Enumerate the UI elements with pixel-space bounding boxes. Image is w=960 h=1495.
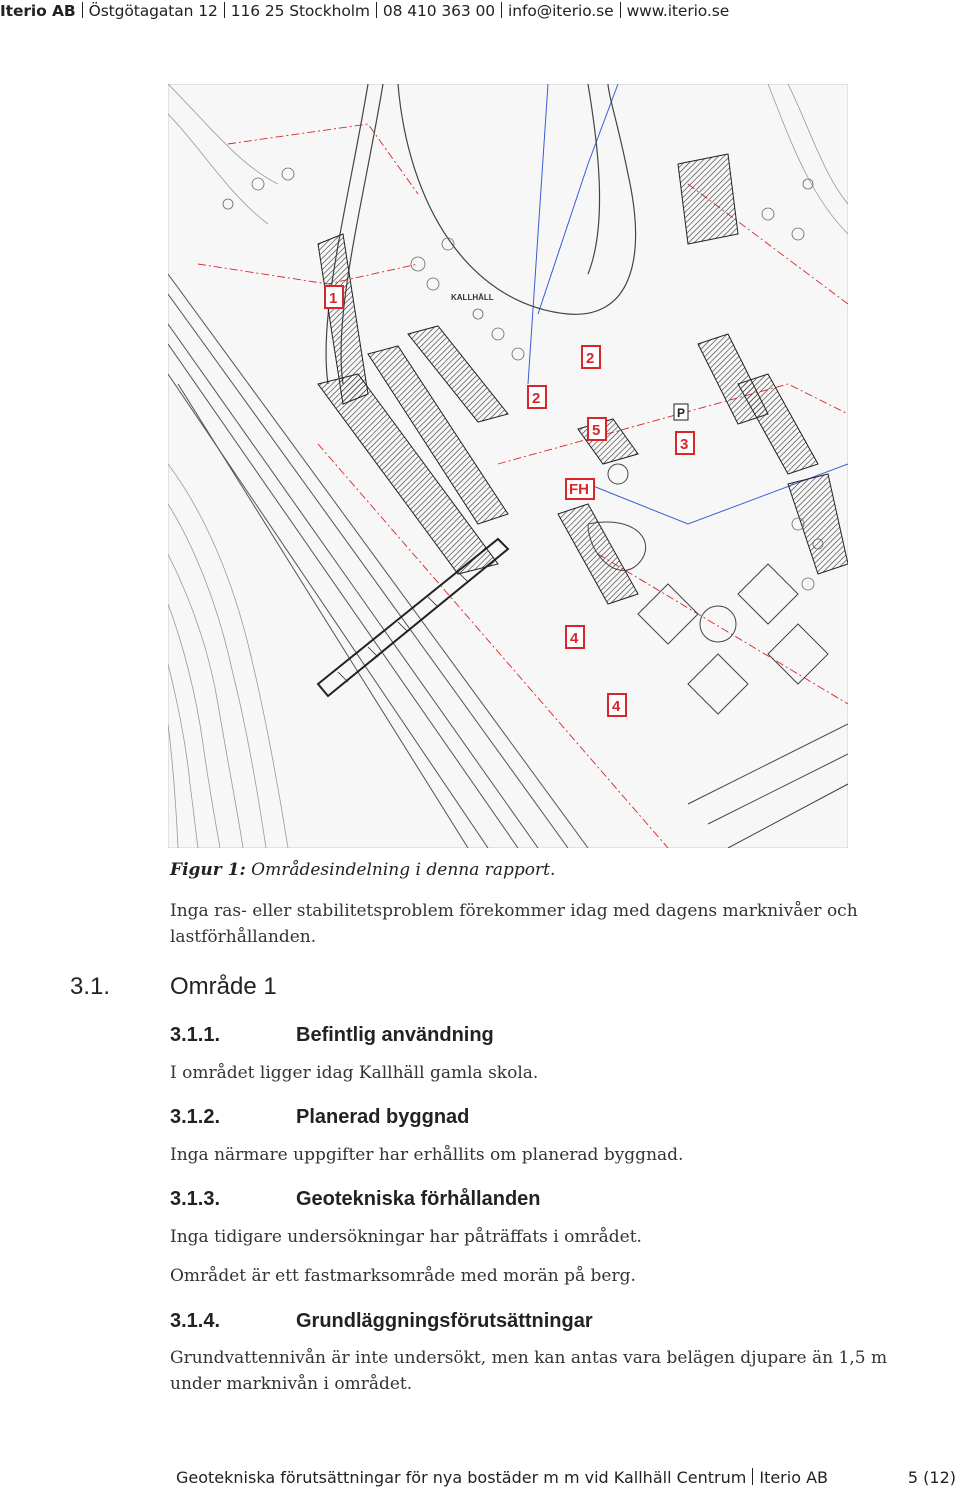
subsection-paragraph: Området är ett fastmarksområde med morän på berg. (170, 1266, 636, 1286)
area-label-fh (566, 479, 594, 499)
subsection-heading (170, 1188, 541, 1211)
svg-text:3: 3 (680, 436, 689, 453)
area-label-3 (676, 432, 694, 454)
map-place-label: KALLHÄLL (451, 293, 494, 302)
header-divider (501, 2, 502, 18)
header-divider (376, 2, 377, 18)
parking-sign (674, 404, 688, 420)
site-plan-map (168, 84, 848, 848)
header-company: Iterio AB (0, 2, 76, 20)
subsection-number: 3.1.1. (170, 1024, 221, 1046)
figure-caption-text: Områdesindelning i denna rapport. (251, 860, 556, 880)
site-plan-drawing (168, 84, 848, 848)
subsection-heading (170, 1024, 494, 1047)
header-web[interactable]: www.iterio.se (626, 2, 730, 20)
subsection-heading (170, 1106, 469, 1129)
subsection-title: Planerad byggnad (296, 1106, 470, 1128)
subsection-paragraph: Inga närmare uppgifter har erhållits om planerad byggnad. (170, 1145, 684, 1165)
subsection-paragraph: Inga tidigare undersökningar har påträffats i området. (170, 1227, 642, 1247)
header-address: Östgötagatan 12 (88, 2, 218, 20)
area-label-1 (325, 286, 343, 308)
figure-label: Figur 1: (170, 860, 246, 880)
subsection-number: 3.1.4. (170, 1310, 221, 1332)
header-postal: 116 25 Stockholm (230, 2, 370, 20)
area-label-2b (528, 386, 546, 408)
header-phone: 08 410 363 00 (382, 2, 496, 20)
svg-text:5: 5 (592, 422, 601, 439)
header-divider (620, 2, 621, 18)
section-number: 3.1. (70, 973, 111, 1000)
svg-text:2: 2 (586, 350, 595, 367)
subsection-number: 3.1.3. (170, 1188, 221, 1210)
area-label-2a (582, 346, 600, 368)
area-label-4b (608, 694, 626, 716)
footer-company: Iterio AB (759, 1468, 828, 1487)
svg-text:4: 4 (612, 698, 621, 715)
page-header (0, 2, 960, 24)
section-title: Område 1 (170, 973, 277, 1000)
subsection-heading (170, 1310, 593, 1333)
subsection-paragraph: Grundvattennivån är inte undersökt, men kan antas vara belägen djupare än 1,5 m under marknivån i området. (170, 1348, 888, 1394)
subsection-title: Grundläggningsförutsättningar (296, 1310, 593, 1332)
figure-caption (170, 860, 555, 880)
header-email[interactable]: info@iterio.se (508, 2, 614, 20)
section-heading (70, 973, 277, 1001)
page-number: 5 (12) (907, 1468, 956, 1487)
subsection-paragraph: I området ligger idag Kallhäll gamla skola. (170, 1063, 539, 1083)
svg-text:P: P (677, 406, 686, 420)
footer-divider (752, 1468, 753, 1485)
subsection-number: 3.1.2. (170, 1106, 221, 1128)
page-footer (0, 1468, 960, 1492)
svg-text:FH: FH (569, 481, 589, 498)
area-label-4a (566, 626, 584, 648)
subsection-title: Geotekniska förhållanden (296, 1188, 541, 1210)
area-label-5 (588, 418, 606, 440)
intro-paragraph: Inga ras- eller stabilitetsproblem förekommer idag med dagens marknivåer och lastförhållanden. (170, 901, 858, 947)
footer-title: Geotekniska förutsättningar för nya bostäder m m vid Kallhäll Centrum (176, 1468, 747, 1487)
header-divider (224, 2, 225, 18)
header-divider (82, 2, 83, 18)
svg-text:2: 2 (532, 390, 541, 407)
subsection-title: Befintlig användning (296, 1024, 494, 1046)
svg-text:1: 1 (329, 290, 338, 307)
svg-text:4: 4 (570, 630, 579, 647)
